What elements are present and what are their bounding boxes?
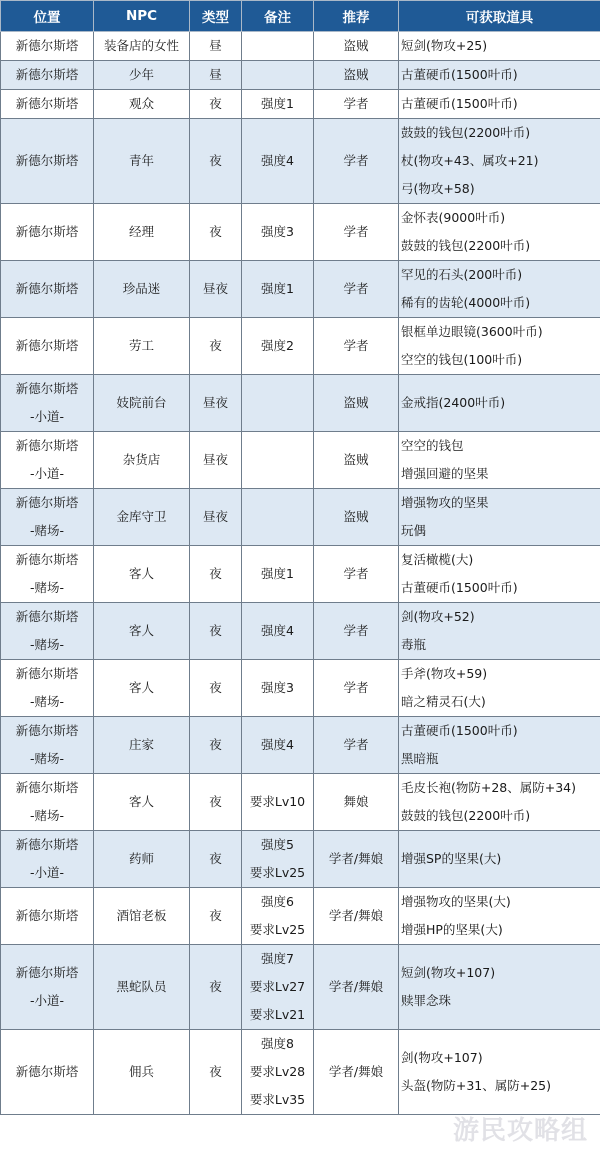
recommend-cell: 学者/舞娘 <box>314 945 399 1030</box>
items-cell-line: 剑(物攻+107) <box>401 1050 483 1065</box>
location-cell-line: -赌场- <box>29 637 65 652</box>
recommend-cell: 盗贼 <box>314 375 399 432</box>
location-cell-line: -赌场- <box>29 808 65 823</box>
location-cell-line: 新德尔斯塔 <box>15 609 79 624</box>
npc-cell: 客人 <box>94 603 190 660</box>
location-cell <box>1 32 94 61</box>
note-cell-line: 强度2 <box>261 338 294 353</box>
npc-cell: 佣兵 <box>94 1030 190 1115</box>
header-location: 位置 <box>1 1 94 32</box>
npc-cell: 青年 <box>94 119 190 204</box>
note-cell <box>242 375 314 432</box>
location-cell-line: 新德尔斯塔 <box>15 281 79 296</box>
location-cell-line: 新德尔斯塔 <box>15 495 79 510</box>
type-cell: 夜 <box>190 717 242 774</box>
type-cell: 夜 <box>190 119 242 204</box>
items-cell-line: 鼓鼓的钱包(2200叶币) <box>401 808 531 823</box>
header-recommend: 推荐 <box>314 1 399 32</box>
items-cell-line: 剑(物攻+52) <box>401 609 475 624</box>
items-cell-line: 古董硬币(1500叶币) <box>401 580 518 595</box>
note-cell-line: 强度3 <box>261 680 294 695</box>
table-body <box>1 32 600 1115</box>
items-cell-line: 鼓鼓的钱包(2200叶币) <box>401 238 531 253</box>
note-cell-line: 要求Lv10 <box>249 794 306 809</box>
items-cell-line: 古董硬币(1500叶币) <box>401 67 518 82</box>
items-cell-line: 古董硬币(1500叶币) <box>401 96 518 111</box>
items-cell <box>399 774 600 831</box>
note-cell <box>242 603 314 660</box>
location-cell-line: 新德尔斯塔 <box>15 224 79 239</box>
location-cell <box>1 61 94 90</box>
items-cell <box>399 204 600 261</box>
type-cell: 昼夜 <box>190 489 242 546</box>
recommend-cell: 学者/舞娘 <box>314 888 399 945</box>
location-cell-line: -小道- <box>29 993 65 1008</box>
items-cell-line: 杖(物攻+43、属攻+21) <box>401 153 539 168</box>
note-cell <box>242 432 314 489</box>
npc-cell: 黑蛇队员 <box>94 945 190 1030</box>
location-cell-line: 新德尔斯塔 <box>15 908 79 923</box>
location-cell <box>1 318 94 375</box>
note-cell <box>242 119 314 204</box>
location-cell <box>1 375 94 432</box>
header-type: 类型 <box>190 1 242 32</box>
location-cell-line: -赌场- <box>29 523 65 538</box>
items-cell-line: 增强SP的坚果(大) <box>401 851 502 866</box>
note-cell <box>242 489 314 546</box>
items-cell-line: 赎罪念珠 <box>401 993 452 1008</box>
table-row <box>1 90 600 119</box>
location-cell-line: -小道- <box>29 865 65 880</box>
header-row <box>1 1 600 32</box>
table-row <box>1 717 600 774</box>
location-cell <box>1 831 94 888</box>
location-cell-line: -小道- <box>29 466 65 481</box>
location-cell <box>1 717 94 774</box>
recommend-cell: 学者/舞娘 <box>314 831 399 888</box>
recommend-cell: 舞娘 <box>314 774 399 831</box>
note-cell-line: 强度8 <box>261 1036 294 1051</box>
npc-cell: 妓院前台 <box>94 375 190 432</box>
location-cell-line: 新德尔斯塔 <box>15 67 79 82</box>
type-cell: 夜 <box>190 660 242 717</box>
note-cell-line: 强度4 <box>261 153 294 168</box>
items-cell-line: 复活橄榄(大) <box>401 552 474 567</box>
watermark: 游民攻略组 <box>452 1116 588 1146</box>
items-cell-line: 玩偶 <box>401 523 427 538</box>
note-cell <box>242 90 314 119</box>
location-cell-line: -赌场- <box>29 751 65 766</box>
type-cell: 昼 <box>190 61 242 90</box>
location-cell <box>1 774 94 831</box>
items-cell-line: 增强物攻的坚果(大) <box>401 894 511 909</box>
location-cell <box>1 603 94 660</box>
items-cell-line: 增强回避的坚果 <box>401 466 489 481</box>
note-cell <box>242 32 314 61</box>
type-cell: 夜 <box>190 831 242 888</box>
note-cell-line: 要求Lv21 <box>249 1007 306 1022</box>
items-cell-line: 增强HP的坚果(大) <box>401 922 503 937</box>
location-cell-line: -赌场- <box>29 694 65 709</box>
items-cell-line: 鼓鼓的钱包(2200叶币) <box>401 125 531 140</box>
table-row <box>1 432 600 489</box>
table-row <box>1 546 600 603</box>
type-cell: 昼 <box>190 32 242 61</box>
recommend-cell: 学者 <box>314 119 399 204</box>
items-cell <box>399 831 600 888</box>
items-cell-line: 罕见的石头(200叶币) <box>401 267 523 282</box>
table-row <box>1 204 600 261</box>
location-cell-line: 新德尔斯塔 <box>15 552 79 567</box>
table-row <box>1 1030 600 1115</box>
location-cell <box>1 204 94 261</box>
npc-cell: 庄家 <box>94 717 190 774</box>
items-cell-line: 稀有的齿轮(4000叶币) <box>401 295 531 310</box>
items-cell <box>399 717 600 774</box>
type-cell: 夜 <box>190 1030 242 1115</box>
table-row <box>1 375 600 432</box>
items-cell <box>399 61 600 90</box>
location-cell <box>1 432 94 489</box>
npc-cell: 客人 <box>94 660 190 717</box>
recommend-cell: 学者 <box>314 204 399 261</box>
location-cell <box>1 888 94 945</box>
npc-cell: 药师 <box>94 831 190 888</box>
npc-cell: 杂货店 <box>94 432 190 489</box>
header-npc: NPC <box>94 1 190 32</box>
items-cell-line: 空空的钱包(100叶币) <box>401 352 523 367</box>
recommend-cell: 学者 <box>314 261 399 318</box>
npc-cell: 装备店的女性 <box>94 32 190 61</box>
npc-cell: 酒馆老板 <box>94 888 190 945</box>
type-cell: 夜 <box>190 318 242 375</box>
npc-cell: 观众 <box>94 90 190 119</box>
note-cell-line: 强度4 <box>261 737 294 752</box>
note-cell-line: 强度6 <box>261 894 294 909</box>
note-cell-line: 要求Lv35 <box>249 1092 306 1107</box>
location-cell <box>1 660 94 717</box>
note-cell-line: 强度1 <box>261 566 294 581</box>
type-cell: 夜 <box>190 90 242 119</box>
note-cell-line: 要求Lv28 <box>249 1064 306 1079</box>
type-cell: 昼夜 <box>190 375 242 432</box>
type-cell: 夜 <box>190 888 242 945</box>
recommend-cell: 学者 <box>314 717 399 774</box>
recommend-cell: 盗贼 <box>314 61 399 90</box>
location-cell-line: 新德尔斯塔 <box>15 780 79 795</box>
location-cell-line: -赌场- <box>29 580 65 595</box>
note-cell <box>242 660 314 717</box>
items-cell <box>399 432 600 489</box>
table-row <box>1 61 600 90</box>
table-row <box>1 660 600 717</box>
type-cell: 昼夜 <box>190 261 242 318</box>
location-cell-line: 新德尔斯塔 <box>15 38 79 53</box>
note-cell <box>242 261 314 318</box>
location-cell-line: 新德尔斯塔 <box>15 153 79 168</box>
location-cell <box>1 90 94 119</box>
location-cell <box>1 119 94 204</box>
table-row <box>1 119 600 204</box>
items-cell-line: 暗之精灵石(大) <box>401 694 486 709</box>
items-cell-line: 增强物攻的坚果 <box>401 495 489 510</box>
items-cell <box>399 546 600 603</box>
items-cell-line: 短剑(物攻+25) <box>401 38 488 53</box>
note-cell <box>242 546 314 603</box>
items-cell-line: 毒瓶 <box>401 637 427 652</box>
items-cell <box>399 489 600 546</box>
location-cell <box>1 1030 94 1115</box>
location-cell-line: 新德尔斯塔 <box>15 1064 79 1079</box>
note-cell-line: 要求Lv27 <box>249 979 306 994</box>
table-row <box>1 318 600 375</box>
note-cell-line: 强度1 <box>261 96 294 111</box>
table-row <box>1 945 600 1030</box>
location-cell-line: 新德尔斯塔 <box>15 723 79 738</box>
items-cell <box>399 660 600 717</box>
location-cell-line: 新德尔斯塔 <box>15 338 79 353</box>
items-cell-line: 金戒指(2400叶币) <box>401 395 506 410</box>
location-cell-line: 新德尔斯塔 <box>15 965 79 980</box>
location-cell <box>1 489 94 546</box>
npc-cell: 珍品迷 <box>94 261 190 318</box>
type-cell: 夜 <box>190 603 242 660</box>
note-cell <box>242 888 314 945</box>
items-cell <box>399 318 600 375</box>
npc-cell: 劳工 <box>94 318 190 375</box>
npc-cell: 金库守卫 <box>94 489 190 546</box>
recommend-cell: 学者 <box>314 603 399 660</box>
items-cell-line: 短剑(物攻+107) <box>401 965 496 980</box>
npc-cell: 经理 <box>94 204 190 261</box>
items-cell-line: 金怀表(9000叶币) <box>401 210 506 225</box>
note-cell-line: 强度4 <box>261 623 294 638</box>
items-cell <box>399 261 600 318</box>
note-cell <box>242 831 314 888</box>
items-cell-line: 手斧(物攻+59) <box>401 666 488 681</box>
items-cell-line: 古董硬币(1500叶币) <box>401 723 518 738</box>
note-cell <box>242 774 314 831</box>
note-cell <box>242 945 314 1030</box>
note-cell-line: 强度5 <box>261 837 294 852</box>
type-cell: 夜 <box>190 546 242 603</box>
table-row <box>1 32 600 61</box>
table-row <box>1 774 600 831</box>
location-cell-line: 新德尔斯塔 <box>15 438 79 453</box>
type-cell: 昼夜 <box>190 432 242 489</box>
note-cell <box>242 1030 314 1115</box>
location-cell-line: 新德尔斯塔 <box>15 837 79 852</box>
recommend-cell: 学者 <box>314 546 399 603</box>
recommend-cell: 学者 <box>314 318 399 375</box>
location-cell-line: 新德尔斯塔 <box>15 381 79 396</box>
items-cell <box>399 603 600 660</box>
table-row <box>1 261 600 318</box>
type-cell: 夜 <box>190 774 242 831</box>
location-cell-line: -小道- <box>29 409 65 424</box>
npc-cell: 客人 <box>94 774 190 831</box>
table-row <box>1 888 600 945</box>
location-cell <box>1 261 94 318</box>
recommend-cell: 盗贼 <box>314 32 399 61</box>
note-cell <box>242 717 314 774</box>
recommend-cell: 学者 <box>314 660 399 717</box>
table-row <box>1 603 600 660</box>
note-cell-line: 要求Lv25 <box>249 865 306 880</box>
note-cell-line: 强度1 <box>261 281 294 296</box>
items-cell-line: 毛皮长袍(物防+28、属防+34) <box>401 780 577 795</box>
location-cell-line: 新德尔斯塔 <box>15 666 79 681</box>
items-cell-line: 银框单边眼镜(3600叶币) <box>401 324 543 339</box>
header-items: 可获取道具 <box>399 1 600 32</box>
npc-cell: 客人 <box>94 546 190 603</box>
items-cell-line: 空空的钱包 <box>401 438 464 453</box>
note-cell-line: 要求Lv25 <box>249 922 306 937</box>
recommend-cell: 盗贼 <box>314 489 399 546</box>
items-cell <box>399 32 600 61</box>
items-cell-line: 头盔(物防+31、属防+25) <box>401 1078 552 1093</box>
note-cell <box>242 318 314 375</box>
items-cell-line: 黑暗瓶 <box>401 751 439 766</box>
recommend-cell: 盗贼 <box>314 432 399 489</box>
items-cell <box>399 1030 600 1115</box>
items-cell <box>399 888 600 945</box>
items-cell-line: 弓(物攻+58) <box>401 181 475 196</box>
npc-cell: 少年 <box>94 61 190 90</box>
recommend-cell: 学者 <box>314 90 399 119</box>
recommend-cell: 学者/舞娘 <box>314 1030 399 1115</box>
note-cell <box>242 204 314 261</box>
location-cell <box>1 546 94 603</box>
note-cell-line: 强度7 <box>261 951 294 966</box>
location-cell-line: 新德尔斯塔 <box>15 96 79 111</box>
location-cell <box>1 945 94 1030</box>
items-cell <box>399 90 600 119</box>
items-cell <box>399 375 600 432</box>
table-row <box>1 489 600 546</box>
table-row <box>1 831 600 888</box>
type-cell: 夜 <box>190 204 242 261</box>
note-cell-line: 强度3 <box>261 224 294 239</box>
items-cell <box>399 119 600 204</box>
type-cell: 夜 <box>190 945 242 1030</box>
items-cell <box>399 945 600 1030</box>
header-note: 备注 <box>242 1 314 32</box>
note-cell <box>242 61 314 90</box>
